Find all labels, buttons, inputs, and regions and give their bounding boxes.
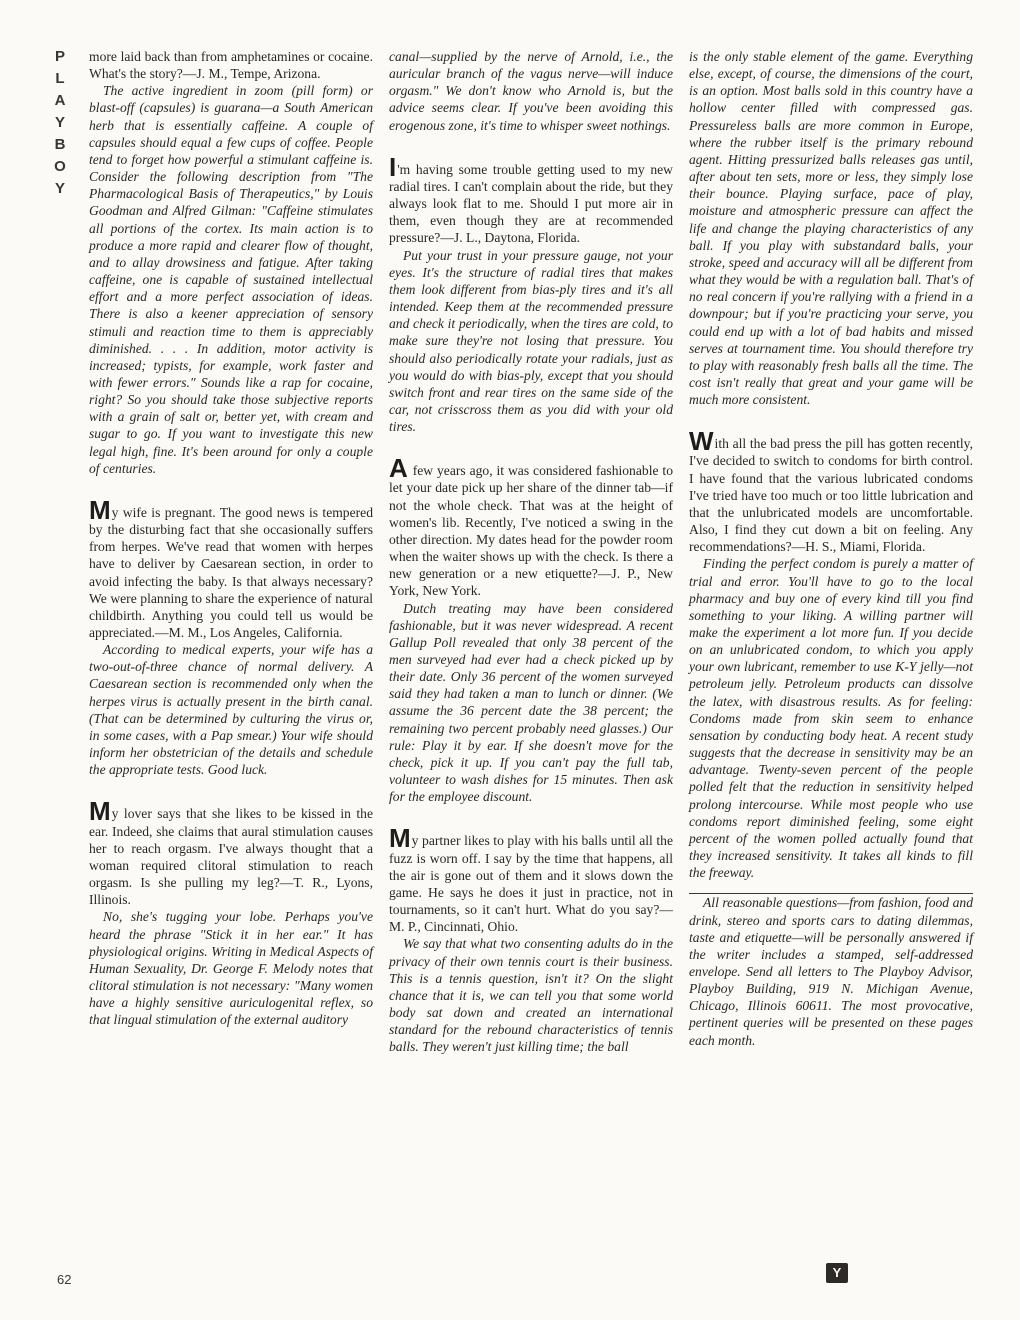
question-dutch: few years ago, it was considered fashionable to let your date pick up her share of the dinner tab—if not the whole check. That was at the height of women's lib. Recently, I've noticed a swing in the other direction. My dates head for the powder room when the waiter shows up with the check. Is there a new generation or a new etiquette?—J. P., New York, New York.: [389, 463, 673, 599]
letter-dutch: [389, 453, 673, 805]
dropcap-letter: I: [389, 151, 397, 182]
dropcap-letter: M: [89, 494, 111, 525]
dropcap-letter: M: [389, 823, 411, 854]
answer-tennis-part2: is the only stable element of the game. Everything else, except, of course, the dimensions of the court, is an option. Most balls sold in this country have a hollow center filled with compressed gas. Pressureless balls are more common in Europe, where the rubber itself is the primary rebound agent. Hitting pressurized balls releases gas until, after about ten sets, more or less, they simply lose their bounce. Playing surface, pace of play, moisture and atmospheric pressure can affect the life and change the playing characteristics of any ball. If you play with substandard balls, your stroke, speed and accuracy will all be different from what they would be with a regulation ball. That's of no real concern if you're rallying with a friend in a downpour; but if you're practicing your serve, you could end up with a lot of bad habits and missed serves at tournament time. You should therefore try to play with reasonably fresh balls all the time. The cost isn't really that great and your game will be much more consistent.: [689, 49, 973, 408]
column-3: [689, 48, 973, 1049]
answer-tires: Put your trust in your pressure gauge, not your eyes. It's the structure of radial tires that makes them look different from bias-ply tires and it's all intended. Keep them at the recommended pressure and check it periodically, when the tires are cold, to make sure they're not losing that pressure. You should also periodically rotate your radials, just as you would do with bias-ply, except that you should switch front and rear tires on the same side of the car, not crisscross them as you did with your old tires.: [389, 247, 673, 435]
question-herpes: y wife is pregnant. The good news is tempered by the disturbing fact that she occasionally suffers from herpes. We've read that women with herpes have to deliver by Caesarean section, in order to avoid infecting the baby. Is that always necessary? We were planning to share the experience of natural childbirth. Anything you could tell us would be appreciated.—M. M., Los Angeles, California.: [89, 504, 373, 640]
column-1: [89, 48, 373, 1028]
answer-tennis-part1: We say that what two consenting adults do in the privacy of their own tennis court is their business. This is a tennis question, isn't it? On the slight chance that it is, we can tell you that some world body sat down and created an international standard for the rebound characteristics of tennis balls. They weren't just killing time; the ball: [389, 936, 673, 1055]
answer-ear-part2: canal—supplied by the nerve of Arnold, i.e., the auricular branch of the vagus nerve—will induce orgasm." We don't know who Arnold is, but the advice seems clear. If you've been avoiding this erogenous zone, it's time to whisper sweet nothings.: [389, 49, 673, 133]
question-tennis: y partner likes to play with his balls until all the fuzz is worn off. I say by the time that happens, all the air is gone out of them and it slows down the game. He says he does it just in practice, not in tournaments, so it can't hurt. What do you say?—M. P., Cincinnati, Ohio.: [389, 833, 673, 935]
question-condom: ith all the bad press the pill has gotten recently, I've decided to switch to condoms for birth control. I have found that the various lubricated condoms I've tried have too much or too little lubrication and that the unlubricated models are uncomfortable. Also, I find they cut down a bit on feeling. Any recommendations?—H. S., Miami, Florida.: [689, 436, 973, 555]
letter-condom: [689, 426, 973, 881]
dropcap-letter: W: [689, 426, 714, 457]
letter-ear-continued: [389, 48, 673, 134]
answer-condom: Finding the perfect condom is purely a matter of trial and error. You'll have to go to the local pharmacy and buy one of every kind till you find something to your liking. A willing partner will make the experiment a lot more fun. If you decide on an unlubricated condom, to which you apply your own lubricant, remember to use K-Y jelly—not petroleum jelly. Petroleum products can dissolve the latex, with disastrous results. As for feeling: Condoms made from skin seem to enhance sensation by conducting body heat. A recent study suggests that the decrease in sensitivity may be an advantage. Twenty-seven percent of the people polled felt that the reduction in sensitivity helped prolong intercourse. While most people who use condoms report diminished feeling, some eight percent of the women polled actually found that they increased sensitivity. It takes all kinds to fill the freeway.: [689, 556, 973, 881]
letter-tennis-continued: [689, 48, 973, 408]
page-number: 62: [57, 1272, 72, 1287]
letter-ear: [89, 796, 373, 1028]
end-mark-icon: Y: [826, 1263, 848, 1283]
question-tires: 'm having some trouble getting used to my new radial tires. I can't complain about the ride, but they always look flat to me. Should I put more air in them, even though they are at recommended pressure?—J. L., Daytona, Florida.: [389, 161, 673, 246]
magazine-side-title: P L A Y B O Y: [54, 48, 66, 197]
question-zoom-continued: more laid back than from amphetamines or cocaine. What's the story?—J. M., Tempe, Arizona.: [89, 49, 373, 82]
answer-ear-part1: No, she's tugging your lobe. Perhaps you've heard the phrase "Stick it in her ear." It has physiological origins. Writing in Medical Aspects of Human Sexuality, Dr. George F. Melody notes that clitoral stimulation is not necessary: "Many women have a highly sensitive auriculogenital reflex, so that lingual stimulation of the external auditory: [89, 909, 373, 1028]
letter-tires: [389, 151, 673, 436]
answer-herpes: According to medical experts, your wife has a two-out-of-three chance of normal delivery. A Caesarean section is recommended only when the herpes virus is actually present in the birth canal. (That can be determined by culturing the virus or, in some cases, with a Pap smear.) Your wife should inform her obstetrician of the details and schedule the appropriate tests. Good luck.: [89, 642, 373, 778]
answer-zoom: The active ingredient in zoom (pill form) or blast-off (capsules) is guarana—a South American herb that is essentially caffeine. A couple of capsules should equal a few cups of coffee. People tend to forget how powerful a stimulant caffeine is. Consider the following description from "The Pharmacological Basis of Therapeutics," by Louis Goodman and Alfred Gilman: "Caffeine stimulates all portions of the cortex. Its main action is to produce a more rapid and clearer flow of thought, and to allay drowsiness and fatigue. After taking caffeine, one is capable of sustained intellectual effort and a more perfect association of ideas. There is also a keener appreciation of sensory stimuli and reaction time to them is appreciably diminished. . . . In addition, motor activity is increased; typists, for example, work faster and with fewer errors." Sounds like a rap for cocaine, right? So you should take those subjective reports with a grain of salt or, better yet, with cream and sugar to go. If you want to investigate this new legal high, fine. It's been around for only a couple of centuries.: [89, 83, 373, 476]
question-ear: y lover says that she likes to be kissed in the ear. Indeed, she claims that aural stimulation causes her to reach orgasm. I've always thought that a woman required clitoral stimulation to reach orgasm. Is she pulling my leg?—T. R., Lyons, Illinois.: [89, 806, 373, 908]
answer-dutch: Dutch treating may have been considered fashionable, but it was never widespread. A recent Gallup Poll revealed that only 38 percent of the men surveyed had ever had a check picked up by their date. Only 36 percent of the women surveyed said they had taken a man to lunch or dinner. (We assume the 36 percent date the 38 percent; the remaining two percent probably need glasses.) Our rule: Play it by ear. If she doesn't move for the check, pick it up. If you can't pay the full tab, volunteer to wash dishes for 15 minutes. Then ask for the employee discount.: [389, 600, 673, 805]
letter-tennis: [389, 823, 673, 1055]
advisor-footer-note: All reasonable questions—from fashion, food and drink, stereo and sports cars to dating dilemmas, taste and etiquette—will be personally answered if the writer includes a stamped, self-addressed envelope. Send all letters to The Playboy Advisor, Playboy Building, 919 N. Michigan Avenue, Chicago, Illinois 60611. The most provocative, pertinent queries will be presented on these pages each month.: [689, 895, 973, 1048]
dropcap-letter: M: [89, 796, 111, 827]
letter-zoom: [89, 48, 373, 477]
dropcap-letter: A: [389, 453, 408, 484]
column-2: [389, 48, 673, 1055]
letter-herpes: [89, 494, 373, 779]
